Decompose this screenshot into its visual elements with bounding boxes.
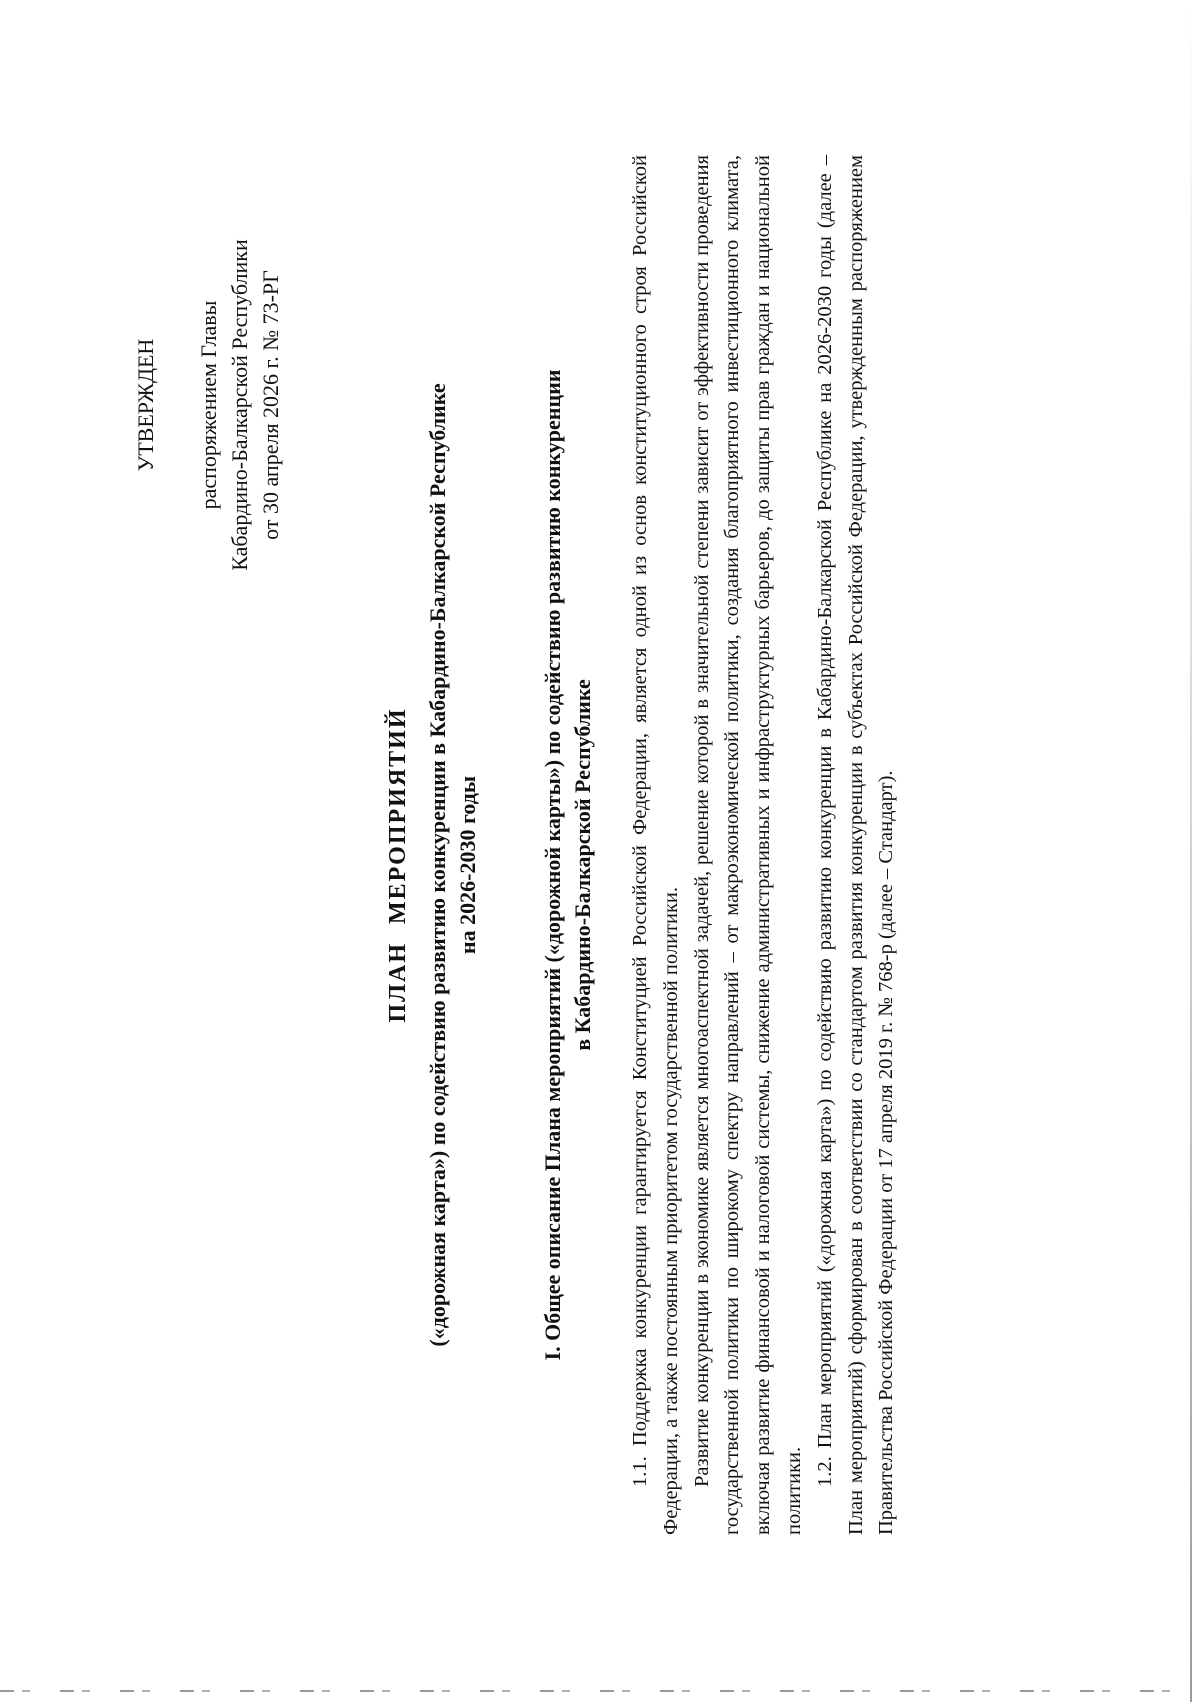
approval-heading: УТВЕРЖДЕН — [133, 338, 158, 472]
title-main: ПЛАН МЕРОПРИЯТИЙ — [385, 707, 411, 1023]
section-heading-line: в Кабардино-Балкарской Республике — [570, 679, 595, 1051]
scan-edge-bottom — [0, 1690, 1200, 1692]
section-heading-line: I. Общее описание Плана мероприятий («дорожной карты») по содействию развитию конкуренции — [540, 369, 565, 1361]
approval-line: Кабардино-Балкарской Республики — [227, 239, 252, 571]
document-page — [130, 155, 898, 1535]
paragraph: Развитие конкуренции в экономике является многоаспектной задачей, решение которой в значительной степени зависит от эффективности проведения государственной политики по широкому спектру направлений – от макроэкономической политики, создания благоприятного инвестиционного климата, включая развитие финансовой и налоговой системы, снижение административных и инфраструктурных барьеров, до защиты прав граждан и национальной политики. — [690, 155, 805, 1535]
approval-line: распоряжением Главы — [196, 300, 221, 510]
scan-edge-right — [1190, 0, 1192, 1702]
section-heading — [538, 335, 598, 1395]
document-body — [625, 155, 902, 1535]
title-subtitle: («дорожная карта») по содействию развитию конкуренции в Кабардино-Балкарской Республике — [425, 383, 450, 1347]
approval-stamp — [130, 155, 286, 655]
title-period: на 2026-2030 годы — [455, 775, 480, 955]
approval-date-line: от 30 апреля 2026 г. № 73-РГ — [258, 270, 283, 540]
paragraph: 1.1. Поддержка конкуренции гарантируется Конституцией Российской Федерации, является одной из основ конституционного строя Российской Федерации, а также постоянным приоритетом государственной политики. — [629, 155, 682, 1535]
document-title — [383, 365, 483, 1365]
paragraph: 1.2. План мероприятий («дорожная карта») по содействию развитию конкуренции в Кабардино-Балкарской Республике на 2026-2030 годы (далее – План мероприятий) сформирован в соответствии со стандартом развития конкуренции в субъектах Российской Федерации, утвержденным распоряжением Правительства Российской Федерации от 17 апреля 2019 г. № 768-р (далее – Стандарт). — [813, 155, 898, 1535]
